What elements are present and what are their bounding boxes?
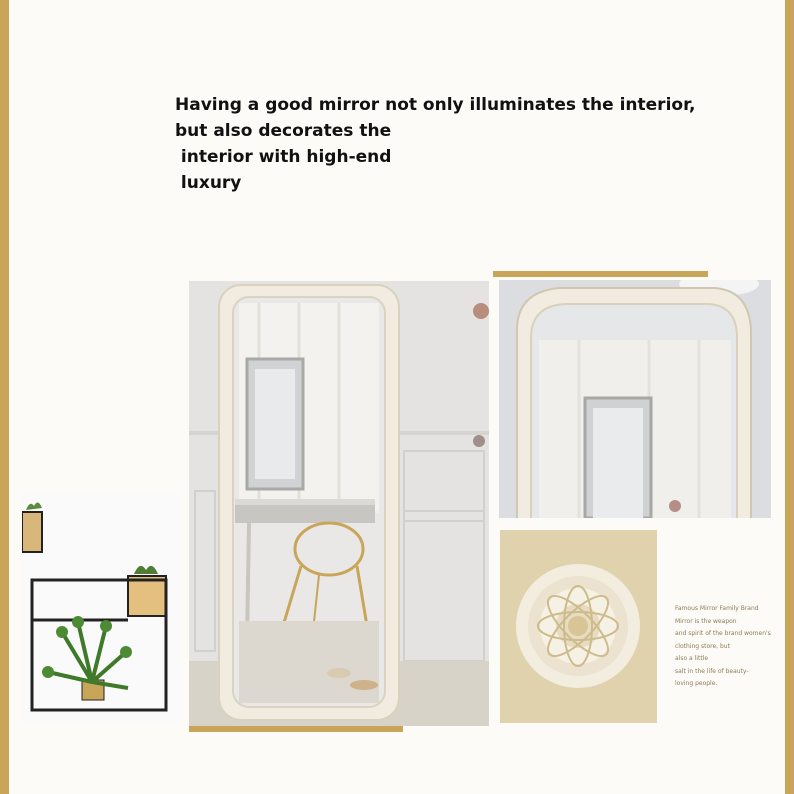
headline-line-2: but also decorates the — [175, 121, 392, 141]
caption-line-1: Famous Mirror Family Brand — [675, 605, 759, 612]
caption-line-2: Mirror is the weapon — [675, 617, 737, 625]
headline-line-1: Having a good mirror not only illuminates the interior, — [175, 95, 696, 115]
caption-line-7: loving people. — [675, 680, 718, 687]
gold-accent-bar-bottom — [189, 726, 403, 732]
gold-border-left — [0, 0, 9, 794]
main-mirror-photo — [189, 281, 489, 726]
headline-line-3: interior with high-end — [175, 147, 392, 167]
gold-border-right — [785, 0, 794, 794]
headline-line-4: luxury — [175, 173, 242, 193]
brand-caption — [675, 603, 780, 691]
wall-shelf-plant-photo — [22, 492, 180, 724]
lace-decor-photo — [500, 530, 657, 723]
caption-line-3: and spirit of the brand women's — [675, 630, 771, 637]
mirror-closeup-photo — [499, 280, 771, 518]
caption-line-6: salt in the life of beauty- — [675, 667, 749, 675]
gold-accent-bar-top — [493, 271, 708, 277]
caption-line-4: clothing store, but — [675, 642, 730, 650]
caption-line-5: also a little — [675, 655, 709, 662]
headline — [175, 92, 735, 196]
